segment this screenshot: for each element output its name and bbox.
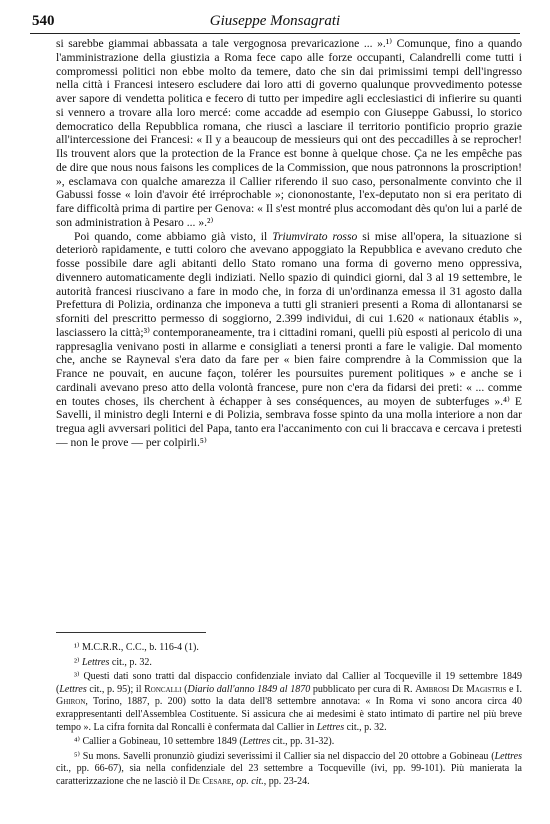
running-head: Giuseppe Monsagrati (209, 13, 341, 29)
footnote-3-smallcaps-3: Ghiron (56, 696, 86, 708)
footnote-2 (56, 657, 522, 670)
footnote-5 (56, 751, 522, 789)
footnote-1 (56, 642, 522, 655)
paragraph-1-text: si sarebbe giammai abbassata a tale vergognosa prevaricazione ... ».¹⁾ Comunque, fino a quando l'amministrazione della giustizia a Roma fece capo alle forze occupanti, Calandrelli come tutti i compromessi politici non ebbe molto da temere, dato che sin dai primissimi tempi dell'ingresso nella città i Francesi intesero escludere dai loro atti di governo qualunque provvedimento potesse aver sapore di vendetta politica e fecero di tutto per impedire agli ecclesiastici di infierire su quanti si vennero a trovare alla loro mercé: come accadde ad esempio con Giuseppe Gabussi, lo storico democratico della Repubblica romana, che riuscì a lasciare il territorio pontificio proprio grazie all'intercessione dei Francesi: « Il y a beaucoup de messieurs qui ont des peccadilles à se reprocher! Ils trouvent alors que la protection de la France est bonne à quelque chose. Ça ne les empêche pas de dire que nous nous faisons les complices de la Commission, que nous patronnons la proscription! », esclamava con qualche amarezza il Callier riferendo il suo caso, personalmente convinto che il Gabussi fosse « loin d'avoir été irréprochable »; ciononostante, l'ex-deputato non si era peritato di fare difficoltà prima di partire per Genova: « Il s'est montré plus accomodant dès qu'on lui a parlé de son administration à Pesaro ... ».²⁾ (56, 37, 522, 229)
footnote-5-text-b: cit., pp. 66-67), sia nella confidenziale del 23 settembre a Tocqueville (ivi, pp. 99-101). Più manierata la caratterizzazione che ne lasciò il (56, 763, 522, 787)
footnote-3-text-g: cit., p. 32. (344, 721, 387, 733)
footnote-5-smallcaps: De Cesare (188, 775, 232, 787)
footnote-rule (56, 632, 206, 633)
paragraph-1 (56, 37, 522, 230)
paragraph-2-text-a: Poi quando, come abbiamo già visto, il (74, 229, 273, 243)
footnote-5-italic-2: op. cit. (236, 775, 264, 787)
footnote-2-text: cit., p. 32. (109, 656, 152, 668)
footnote-3-text-c: ( (181, 683, 188, 695)
header-rule (30, 33, 520, 34)
footnote-3 (56, 671, 522, 734)
footnote-3-italic-3: Lettres (316, 721, 345, 733)
footnote-3-text-d: pubblicato per cura di R. (310, 683, 416, 695)
footnote-5-text-a: ⁵⁾ Su mons. Savelli pronunziò giudizi severissimi il Callier sia nel dispaccio del 20 ottobre a Gobineau ( (74, 750, 495, 762)
footnote-3-text-a: ³⁾ Questi dati sono tratti dal dispaccio confidenziale inviato dal Callier al Tocqueville il 19 settembre 1849 ( (56, 671, 522, 695)
footnote-4-text-a: ⁴⁾ Callier a Gobineau, 10 settembre 1849 ( (74, 736, 243, 748)
footnote-5-text-d: , pp. 23-24. (263, 775, 310, 787)
paragraph-2-text-b: si mise all'opera, la situazione si deteriorò rapidamente, e tutti coloro che avevano appoggiato la Repubblica e avevano creduto che fosse possibile dare agli abitanti dello Stato romano una forma di governo meno oppressiva, divennero automaticamente degli indiziati. Nello spazio di quindici giorni, dal 3 al 19 settembre, le autorità francesi riuscivano a fare in modo che, in forza di un'ordinanza emessa il 31 agosto dalla Prefettura di Polizia, ordinanza che imponeva a tutti gli stranieri presenti a Roma di allontanarsi se sforniti del prescritto permesso di soggiorno, 2.399 individui, di cui 1.620 « nationaux établis », lasciassero la città;³⁾ contemporaneamente, tra i cittadini romani, quelli più esposti al pericolo di una rappresaglia venivano posti in allarme e consigliati a tenersi pronti a fare le valigie. Dal momento che, anche se Rayneval s'era dato da fare per « bien faire comprendre à la Commission que la France ne pouvait, en aucune façon, tolérer les poursuites purement politiques » e anche se i cardinali avevano preso atto della volontà francese, pure non c'era da fidarsi dei preti: « ... comme en toutes choses, ils cherchent à échapper à ses conséquences, au moyen de subterfuges ».⁴⁾ E Savelli, il ministro degli Interni e di Polizia, sembrava fosse spinto da una molla interiore a non dar tregua agli avversari politici del Papa, tanto era l'accanimento con cui li braccava e cercava i pretesti — non le prove — per colpirli.⁵⁾ (56, 229, 522, 449)
footnote-3-smallcaps-2: Ambrosi De Magistris (415, 683, 507, 695)
footnote-3-text-b: cit., p. 95); il (86, 683, 145, 695)
footnote-3-smallcaps-1: Roncalli (144, 683, 182, 695)
footnote-1-text: ¹⁾ M.C.R.R., C.C., b. 116-4 (1). (74, 642, 199, 653)
footnote-3-italic-1: Lettres (59, 683, 87, 695)
page-number: 540 (32, 13, 55, 29)
footnote-5-text-c: , (231, 775, 237, 787)
main-text (56, 37, 522, 450)
footnote-3-text-f: , Torino, 1887, p. 200) sotto la data dell'8 settembre annotava: « In Roma vi sono ancora circa 40 exrappresentanti dell'Assemblea Costituente. Si assicura che ai medesimi è stato intimato di partire nel più breve tempo ». La cifra fornita dal Roncalli è confermata dal Callier in (56, 696, 522, 733)
paragraph-2-italic: Triumvirato rosso (272, 229, 358, 243)
footnote-3-italic-2: Diario dall'anno 1849 al 1870 (187, 683, 311, 695)
footnotes (56, 642, 522, 791)
footnote-4-italic: Lettres (242, 736, 271, 748)
page-header (30, 13, 520, 33)
footnote-4 (56, 736, 522, 749)
footnote-2-mark: ²⁾ (74, 656, 82, 668)
footnote-2-italic: Lettres (81, 656, 110, 668)
footnote-5-italic-1: Lettres (494, 750, 522, 762)
footnote-4-text-b: cit., pp. 31-32). (270, 736, 335, 748)
paragraph-2 (56, 230, 522, 450)
footnote-3-text-e: e I. (506, 683, 522, 695)
